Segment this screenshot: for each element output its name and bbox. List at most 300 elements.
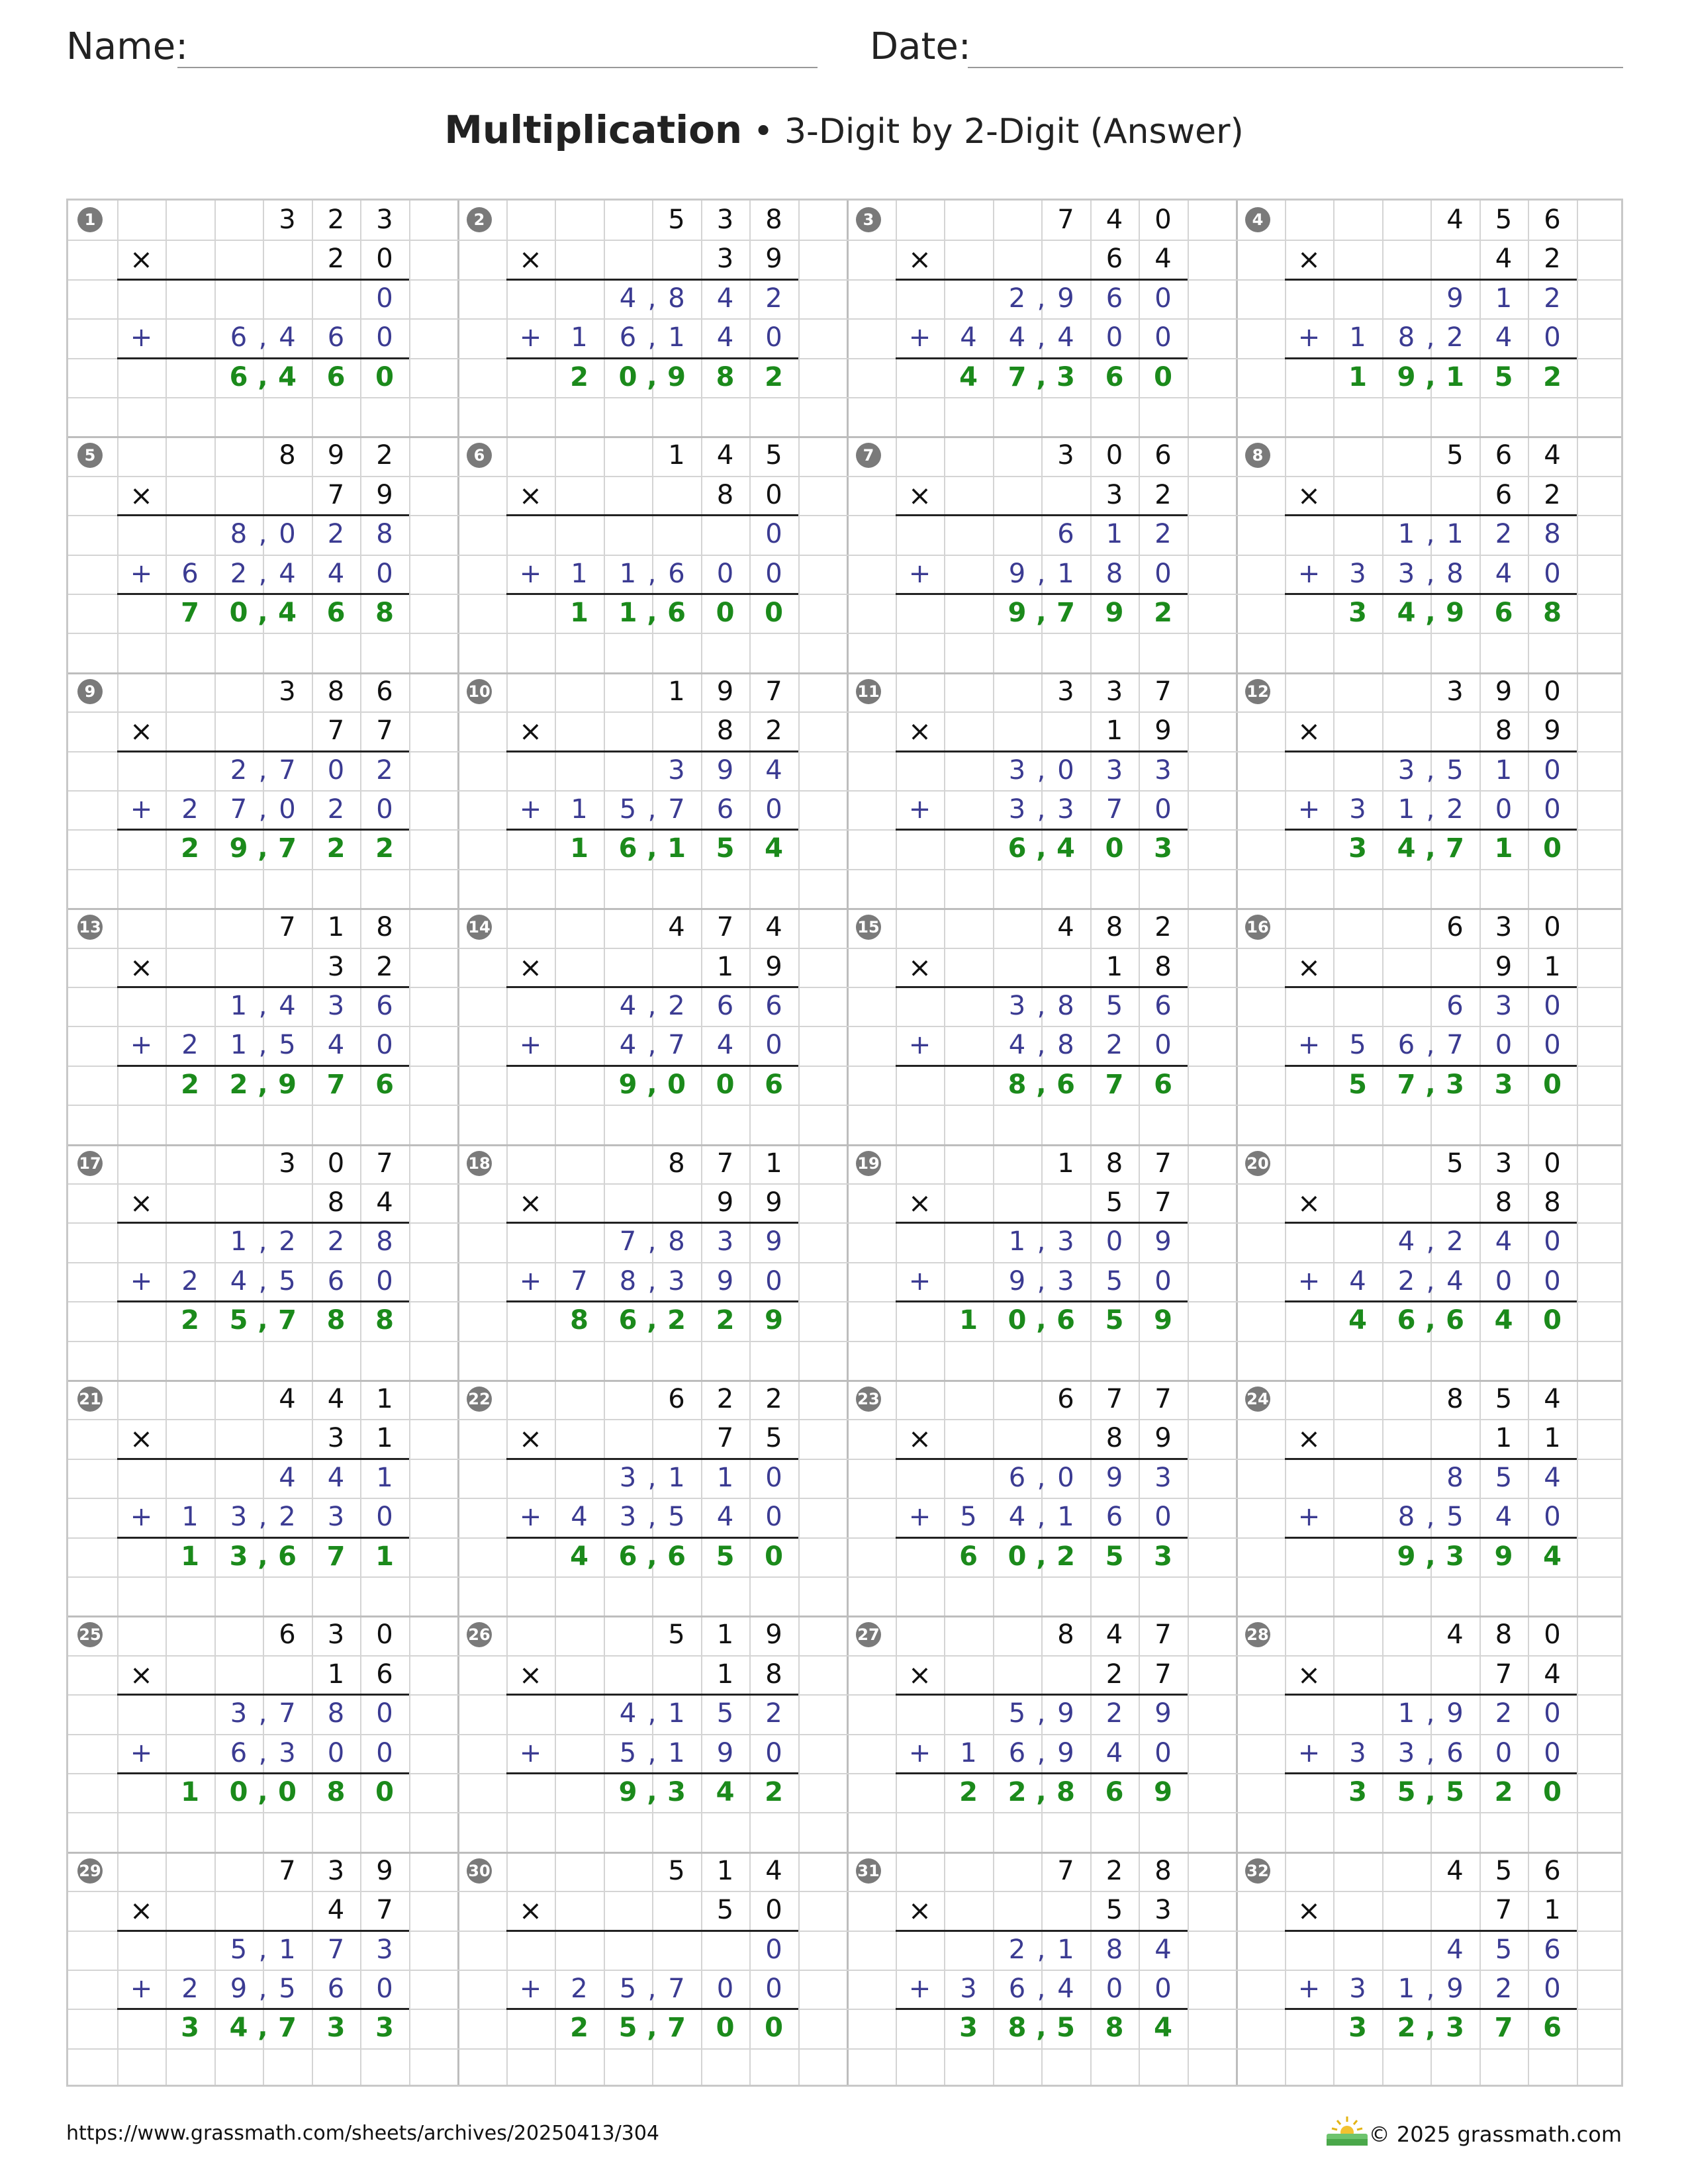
partial-product-1-comma: , [258,519,267,550]
multiplier-digit: 1 [327,1659,345,1690]
answer-digit: 1 [618,597,637,628]
multiplicand-digit: 2 [1154,912,1172,943]
answer-digit: 2 [1008,1776,1027,1807]
times-sign: × [1297,243,1321,276]
answer-digit: 6 [326,361,346,392]
partial-product-1-digit: 3 [716,1226,734,1257]
multiplicand-digit: 0 [1544,1619,1561,1651]
partial-product-2-digit: 5 [1446,1502,1464,1533]
partial-product-1-digit: 9 [1105,1462,1123,1493]
worksheet-grid [66,199,1623,2087]
problem-16 [1236,908,1625,1144]
multiplicand-digit: 8 [327,676,345,707]
problem-14 [457,908,847,1144]
partial-product-2-comma: , [1037,322,1046,353]
answer-digit: 3 [1348,833,1367,864]
multiplier-digit: 8 [1495,715,1513,747]
partial-product-2-comma: , [1037,794,1046,825]
multiplier-digit: 4 [327,1895,345,1926]
problem-number-badge: 13 [77,915,103,940]
multiplicand-digit: 3 [1105,676,1123,707]
multiplicand-digit: 6 [1446,912,1464,943]
plus-sign: + [1297,1030,1321,1061]
partial-product-1-digit: 1 [230,990,248,1021]
partial-product-2-digit: 1 [571,322,588,353]
partial-product-1-digit: 8 [1057,990,1074,1021]
partial-product-1-digit: 2 [1544,283,1561,314]
partial-product-2-comma: , [1426,322,1435,353]
partial-product-1-digit: 0 [1544,990,1561,1021]
multiplicand-digit: 4 [279,1384,296,1414]
multiplier-digit: 9 [1154,715,1172,747]
partial-product-1-digit: 2 [1105,1698,1123,1729]
partial-product-2-digit: 9 [1057,1737,1074,1768]
partial-product-2-comma: , [1037,1030,1046,1061]
partial-product-2-digit: 0 [1154,1737,1172,1768]
multiplier-digit: 8 [1495,1187,1513,1218]
partial-product-2-digit: 0 [1105,322,1123,353]
answer-digit: 7 [1494,2013,1513,2044]
times-sign: × [908,1186,932,1219]
multiplicand-digit: 7 [1105,1384,1123,1414]
times-sign: × [129,1422,154,1455]
multiplier-digit: 9 [1495,951,1513,982]
answer-comma: , [647,2013,657,2044]
answer-comma: , [1036,597,1047,628]
plus-sign: + [908,558,931,589]
answer-digit: 2 [570,361,588,392]
partial-product-2-digit: 5 [619,794,637,825]
multiplier-digit: 1 [1544,1423,1561,1454]
partial-product-2-digit: 4 [1057,322,1074,353]
partial-product-1-digit: 2 [327,1226,345,1257]
times-sign: × [1297,950,1321,983]
answer-digit: 3 [1494,1069,1513,1100]
multiplier-digit: 8 [716,715,734,747]
partial-product-1-digit: 2 [1446,1226,1464,1257]
partial-product-2-digit: 2 [1446,322,1464,353]
partial-product-2-digit: 4 [1495,558,1513,589]
partial-product-2-digit: 5 [279,1030,296,1061]
multiplier-digit: 8 [765,1659,782,1690]
partial-product-2-digit: 1 [230,1030,248,1061]
answer-comma: , [647,1776,657,1807]
partial-product-2-digit: 1 [571,794,588,825]
plus-sign: + [130,322,153,353]
partial-product-2-comma: , [1426,1265,1435,1297]
partial-product-2-digit: 0 [376,322,393,353]
partial-product-2-comma: , [1037,558,1046,589]
answer-digit: 3 [1154,833,1172,864]
partial-product-2-digit: 4 [1495,1502,1513,1533]
partial-product-2-digit: 6 [327,322,345,353]
partial-product-1-digit: 7 [327,1934,345,1965]
partial-product-2-digit: 8 [1105,558,1123,589]
partial-product-2-digit: 4 [327,1030,345,1061]
multiplicand-digit: 7 [716,912,734,943]
answer-comma: , [1036,1776,1047,1807]
partial-product-1-digit: 1 [1008,1226,1026,1257]
answer-digit: 6 [1105,1776,1124,1807]
multiplicand-digit: 2 [765,1384,782,1414]
partial-product-1-digit: 7 [279,1698,296,1729]
answer-digit: 0 [667,1069,686,1100]
answer-digit: 5 [1348,1069,1367,1100]
partial-product-2-digit: 4 [571,1502,588,1533]
partial-product-2-digit: 0 [376,1502,393,1533]
partial-product-2-digit: 8 [1397,322,1415,353]
partial-product-2-comma: , [258,558,267,589]
answer-digit: 2 [326,833,346,864]
multiplier-digit: 2 [327,244,345,275]
multiplicand-digit: 3 [279,205,296,235]
multiplicand-digit: 3 [1057,440,1074,471]
plus-sign: + [130,1737,153,1768]
answer-digit: 6 [375,1069,394,1100]
partial-product-1-digit: 0 [376,283,393,314]
partial-product-1-comma: , [1426,519,1435,550]
answer-digit: 4 [1397,597,1416,628]
problem-26 [457,1615,847,1851]
answer-digit: 6 [618,1305,637,1336]
answer-digit: 5 [1397,1776,1416,1807]
partial-product-1-digit: 0 [765,1934,782,1965]
problem-21 [68,1380,457,1615]
partial-product-2-digit: 7 [668,794,685,825]
multiplicand-digit: 0 [1544,912,1561,943]
multiplicand-digit: 9 [327,440,345,471]
partial-product-1-digit: 6 [1008,1462,1026,1493]
multiplier-digit: 0 [765,479,782,510]
multiplicand-digit: 6 [1057,1384,1074,1414]
multiplier-digit: 9 [376,479,393,510]
plus-sign: + [1297,1265,1321,1297]
partial-product-2-comma: , [1037,1973,1046,2004]
multiplicand-digit: 7 [1057,205,1074,235]
answer-digit: 3 [1348,2013,1367,2044]
partial-product-2-digit: 2 [181,794,199,825]
problem-5 [68,436,457,672]
answer-digit: 6 [1105,361,1124,392]
partial-product-1-digit: 1 [716,1462,734,1493]
partial-product-2-digit: 6 [619,322,637,353]
partial-product-1-digit: 2 [1495,1698,1513,1729]
partial-product-2-digit: 1 [668,1737,685,1768]
partial-product-2-digit: 3 [1397,1737,1415,1768]
answer-digit: 0 [375,1776,394,1807]
partial-product-2-comma: , [647,322,657,353]
multiplier-digit: 9 [765,244,782,275]
answer-digit: 4 [278,597,297,628]
answer-comma: , [258,833,268,864]
partial-product-1-digit: 3 [230,1698,248,1729]
partial-product-2-digit: 3 [1057,1265,1074,1297]
partial-product-1-comma: , [258,754,267,786]
partial-product-2-digit: 0 [1544,322,1561,353]
multiplier-digit: 1 [1495,1423,1513,1454]
times-sign: × [908,1658,932,1691]
partial-product-2-digit: 2 [181,1265,199,1297]
answer-comma: , [1425,2013,1436,2044]
multiplier-digit: 3 [1105,479,1123,510]
partial-product-1-digit: 1 [1057,1934,1074,1965]
multiplicand-digit: 5 [1495,205,1513,235]
multiplicand-digit: 7 [1154,1148,1172,1179]
multiplicand-digit: 4 [765,1855,782,1886]
partial-product-1-digit: 0 [1544,1226,1561,1257]
partial-product-2-digit: 0 [327,1737,345,1768]
partial-product-2-digit: 0 [1154,558,1172,589]
problem-10 [457,672,847,908]
answer-comma: , [1425,597,1436,628]
partial-product-1-digit: 1 [1495,754,1513,786]
answer-digit: 4 [1154,2013,1172,2044]
answer-digit: 7 [326,1069,346,1100]
partial-product-2-digit: 5 [619,1737,637,1768]
answer-digit: 1 [1446,361,1464,392]
answer-comma: , [1036,1069,1047,1100]
plus-sign: + [908,1737,931,1768]
multiplier-digit: 0 [376,244,393,275]
multiplicand-digit: 0 [1105,440,1123,471]
partial-product-2-comma: , [647,558,657,589]
multiplier-digit: 7 [1154,1187,1172,1218]
partial-product-1-digit: 2 [765,283,782,314]
multiplicand-digit: 0 [376,1619,393,1651]
multiplier-digit: 1 [1105,951,1123,982]
partial-product-1-digit: 9 [1154,1698,1172,1729]
partial-product-2-digit: 1 [1397,1973,1415,2004]
plus-sign: + [908,1265,931,1297]
partial-product-2-digit: 0 [1544,558,1561,589]
multiplicand-digit: 5 [1446,1148,1464,1179]
multiplier-digit: 4 [1154,244,1172,275]
plus-sign: + [1297,1502,1321,1533]
multiplicand-digit: 9 [765,1619,782,1651]
partial-product-2-digit: 0 [376,1265,393,1297]
partial-product-1-digit: 0 [765,519,782,550]
problem-20 [1236,1144,1625,1380]
partial-product-2-digit: 0 [1105,1973,1123,2004]
multiplier-digit: 7 [1495,1895,1513,1926]
answer-digit: 3 [1154,1541,1172,1572]
answer-digit: 0 [1008,1541,1027,1572]
answer-digit: 6 [1494,597,1513,628]
partial-product-2-digit: 3 [1349,1973,1366,2004]
multiplicand-digit: 5 [1495,1384,1513,1414]
times-sign: × [129,478,154,512]
multiplicand-digit: 2 [716,1384,734,1414]
problem-28 [1236,1615,1625,1851]
multiplier-digit: 6 [376,1659,393,1690]
problem-number-badge: 14 [467,915,492,940]
multiplicand-digit: 7 [765,676,782,707]
partial-product-2-digit: 9 [1008,1265,1026,1297]
answer-digit: 4 [1494,1305,1513,1336]
multiplier-digit: 8 [1154,951,1172,982]
problem-19 [847,1144,1236,1380]
plus-sign: + [519,1737,542,1768]
partial-product-1-digit: 9 [716,754,734,786]
problem-32 [1236,1852,1625,2087]
answer-digit: 2 [570,2013,588,2044]
plus-sign: + [1297,1737,1321,1768]
problem-number-badge: 18 [467,1151,492,1176]
partial-product-2-digit: 0 [376,1030,393,1061]
partial-product-2-digit: 0 [1544,1265,1561,1297]
partial-product-1-comma: , [647,990,657,1021]
partial-product-2-digit: 0 [765,794,782,825]
answer-digit: 2 [229,1069,248,1100]
problem-1 [68,201,457,436]
partial-product-2-digit: 3 [1349,1737,1366,1768]
multiplier-digit: 5 [1105,1187,1123,1218]
multiplicand-digit: 6 [1544,205,1561,235]
plus-sign: + [519,794,542,825]
partial-product-2-digit: 0 [765,558,782,589]
multiplicand-digit: 3 [327,1619,345,1651]
partial-product-1-digit: 6 [1057,519,1074,550]
partial-product-2-digit: 1 [1397,794,1415,825]
answer-digit: 0 [1154,361,1172,392]
problem-number-badge: 30 [467,1858,492,1884]
partial-product-2-comma: , [1037,1737,1046,1768]
answer-digit: 2 [181,1069,199,1100]
partial-product-2-digit: 9 [716,1737,734,1768]
answer-digit: 2 [765,1776,783,1807]
plus-sign: + [130,794,153,825]
partial-product-2-comma: , [1037,1265,1046,1297]
partial-product-1-digit: 1 [1397,519,1415,550]
sun-over-grass-icon [1324,2115,1370,2147]
answer-digit: 0 [765,1541,783,1572]
plus-sign: + [1297,1973,1321,2004]
answer-digit: 1 [375,1541,394,1572]
multiplier-digit: 7 [327,715,345,747]
partial-product-1-digit: 0 [1105,1226,1123,1257]
partial-product-2-digit: 2 [571,1973,588,2004]
partial-product-1-digit: 5 [1495,1934,1513,1965]
answer-digit: 2 [765,361,783,392]
multiplicand-digit: 0 [1544,676,1561,707]
problem-29 [68,1852,457,2087]
answer-digit: 5 [229,1305,248,1336]
times-sign: × [908,243,932,276]
partial-product-2-digit: 1 [619,558,637,589]
partial-product-1-comma: , [647,283,657,314]
partial-product-2-digit: 9 [716,1265,734,1297]
times-sign: × [518,950,543,983]
multiplicand-digit: 3 [716,205,734,235]
multiplicand-digit: 6 [668,1384,685,1414]
multiplicand-digit: 0 [327,1148,345,1179]
partial-product-1-digit: 7 [279,754,296,786]
answer-comma: , [1036,361,1047,392]
answer-digit: 0 [1543,1069,1562,1100]
partial-product-1-digit: 8 [668,1226,685,1257]
multiplicand-digit: 7 [1154,1384,1172,1414]
answer-digit: 6 [959,1541,978,1572]
answer-comma: , [258,597,268,628]
partial-product-2-digit: 4 [1495,322,1513,353]
partial-product-1-digit: 1 [1495,283,1513,314]
partial-product-1-digit: 3 [327,990,345,1021]
multiplicand-digit: 8 [668,1148,685,1179]
multiplier-digit: 5 [765,1423,782,1454]
plus-sign: + [908,1973,931,2004]
partial-product-1-comma: , [1037,1934,1046,1965]
problem-number-badge: 8 [1245,443,1270,468]
problem-number-badge: 9 [77,679,103,704]
multiplicand-digit: 8 [376,912,393,943]
partial-product-2-digit: 0 [716,558,734,589]
multiplier-digit: 2 [1105,1659,1123,1690]
partial-product-1-digit: 0 [1154,283,1172,314]
multiplicand-digit: 5 [668,1855,685,1886]
multiplicand-digit: 2 [327,205,345,235]
times-sign: × [1297,1658,1321,1691]
answer-comma: , [258,1776,268,1807]
problem-6 [457,436,847,672]
multiplier-digit: 2 [765,715,782,747]
partial-product-2-digit: 6 [1105,1502,1123,1533]
multiplier-digit: 8 [716,479,734,510]
partial-product-2-comma: , [258,322,267,353]
answer-digit: 7 [278,1305,297,1336]
answer-comma: , [1036,833,1047,864]
problem-22 [457,1380,847,1615]
problem-number-badge: 29 [77,1858,103,1884]
partial-product-1-comma: , [647,1226,657,1257]
answer-comma: , [1425,833,1436,864]
multiplicand-digit: 3 [1495,1148,1513,1179]
partial-product-1-digit: 8 [376,519,393,550]
partial-product-1-digit: 0 [765,1462,782,1493]
multiplier-digit: 1 [1544,951,1561,982]
partial-product-2-digit: 0 [1495,1030,1513,1061]
answer-comma: , [647,1069,657,1100]
partial-product-2-digit: 3 [1008,794,1026,825]
problem-number-badge: 10 [467,679,492,704]
answer-digit: 3 [229,1541,248,1572]
partial-product-1-comma: , [1037,1226,1046,1257]
partial-product-2-comma: , [258,1030,267,1061]
partial-product-2-digit: 7 [1105,794,1123,825]
partial-product-2-digit: 0 [1544,1030,1561,1061]
partial-product-2-digit: 6 [1008,1737,1026,1768]
partial-product-1-digit: 3 [1008,990,1026,1021]
partial-product-2-digit: 7 [668,1973,685,2004]
answer-digit: 6 [1446,1305,1464,1336]
answer-digit: 5 [1105,1541,1124,1572]
partial-product-2-digit: 4 [279,322,296,353]
multiplier-digit: 9 [765,1187,782,1218]
partial-product-1-digit: 8 [230,519,248,550]
partial-product-1-digit: 3 [1495,990,1513,1021]
problem-number-badge: 12 [1245,679,1270,704]
partial-product-2-digit: 0 [1495,1265,1513,1297]
title-main: Multiplication [444,107,743,152]
problem-number-badge: 1 [77,207,103,232]
answer-comma: , [1036,1305,1047,1336]
partial-product-1-digit: 6 [716,990,734,1021]
partial-product-2-comma: , [1426,1502,1435,1533]
partial-product-1-digit: 9 [1446,1698,1464,1729]
partial-product-1-digit: 2 [1008,1934,1026,1965]
page-title [0,107,1688,152]
partial-product-2-digit: 5 [279,1265,296,1297]
multiplicand-digit: 8 [1105,912,1123,943]
